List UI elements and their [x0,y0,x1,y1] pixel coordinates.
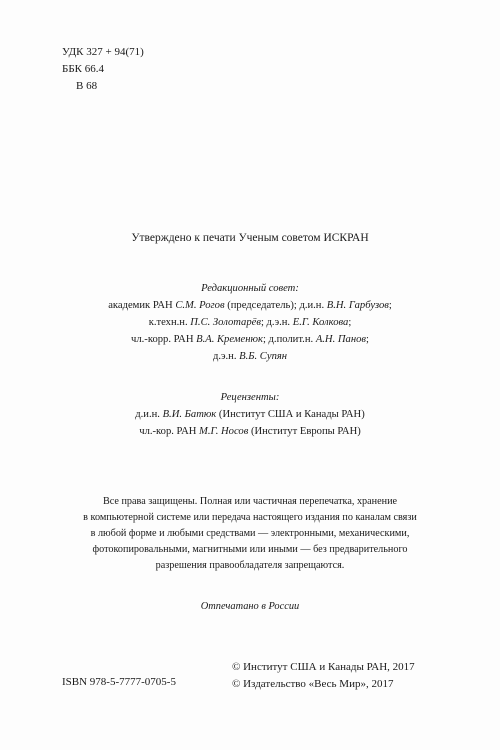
reviewer-title: чл.-кор. РАН [139,426,200,437]
editorial-board-heading: Редакционный совет: [201,283,299,294]
member-title: д.э.н. [212,351,240,362]
separator: ; [388,300,392,311]
udk-code: УДК 327 + 94(71) [62,46,144,58]
editorial-board-line [0,331,500,348]
member-title: академик РАН [108,300,176,311]
reviewer-line [0,406,500,423]
reviewer-title: д.и.н. [135,409,163,420]
rights-notice [80,494,420,574]
rights-line: фотокопировальными, магнитными или иными — без предварительного [92,544,408,555]
reviewer-name: В.И. Батюк [162,409,217,420]
member-title: (председатель); д.и.н. [224,300,327,311]
reviewer-affiliation: (Институт Европы РАН) [248,426,361,437]
reviewer-affiliation: (Институт США и Канады РАН) [216,409,365,420]
copyright-line: © Институт США и Канады РАН, 2017 [232,661,415,673]
separator: ; [348,317,352,328]
member-name: А.Н. Панов [315,334,366,345]
member-title: чл.-корр. РАН [131,334,197,345]
member-title: ; д.полит.н. [262,334,316,345]
bbk-code: ББК 66.4 [62,63,104,75]
rights-line: в любой форме и любыми средствами — электронными, механическими, [90,528,410,539]
editorial-board [0,280,500,365]
reviewers-heading: Рецензенты: [220,392,280,403]
member-name: В.Б. Супян [239,351,288,362]
member-title: ; д.э.н. [260,317,293,328]
member-name: С.М. Рогов [175,300,225,311]
member-name: В.Н. Гарбузов [326,300,389,311]
member-name: Е.Г. Колкова [292,317,349,328]
copyright-notices [232,659,415,693]
rights-line: разрешения правообладателя запрещаются. [155,560,345,571]
isbn: ISBN 978-5-7777-0705-5 [62,676,176,688]
reviewer-name: М.Г. Носов [199,426,249,437]
rights-line: Все права защищены. Полная или частичная перепечатка, хранение [102,496,398,507]
reviewers [0,389,500,440]
member-name: В.А. Кременюк [196,334,263,345]
printed-in-note: Отпечатано в России [200,601,300,612]
separator: ; [365,334,369,345]
reviewer-line [0,423,500,440]
classification-codes [62,44,144,95]
rights-line: в компьютерной системе или передача настоящего издания по каналам связи [83,512,417,523]
editorial-board-line [0,297,500,314]
copyright-line: © Издательство «Весь Мир», 2017 [232,678,394,690]
editorial-board-line [0,348,500,365]
member-title: к.техн.н. [148,317,191,328]
approval-note: Утверждено к печати Ученым советом ИСКРАН [131,232,369,244]
author-mark: В 68 [76,80,98,92]
member-name: П.С. Золотарёв [190,317,261,328]
editorial-board-line [0,314,500,331]
